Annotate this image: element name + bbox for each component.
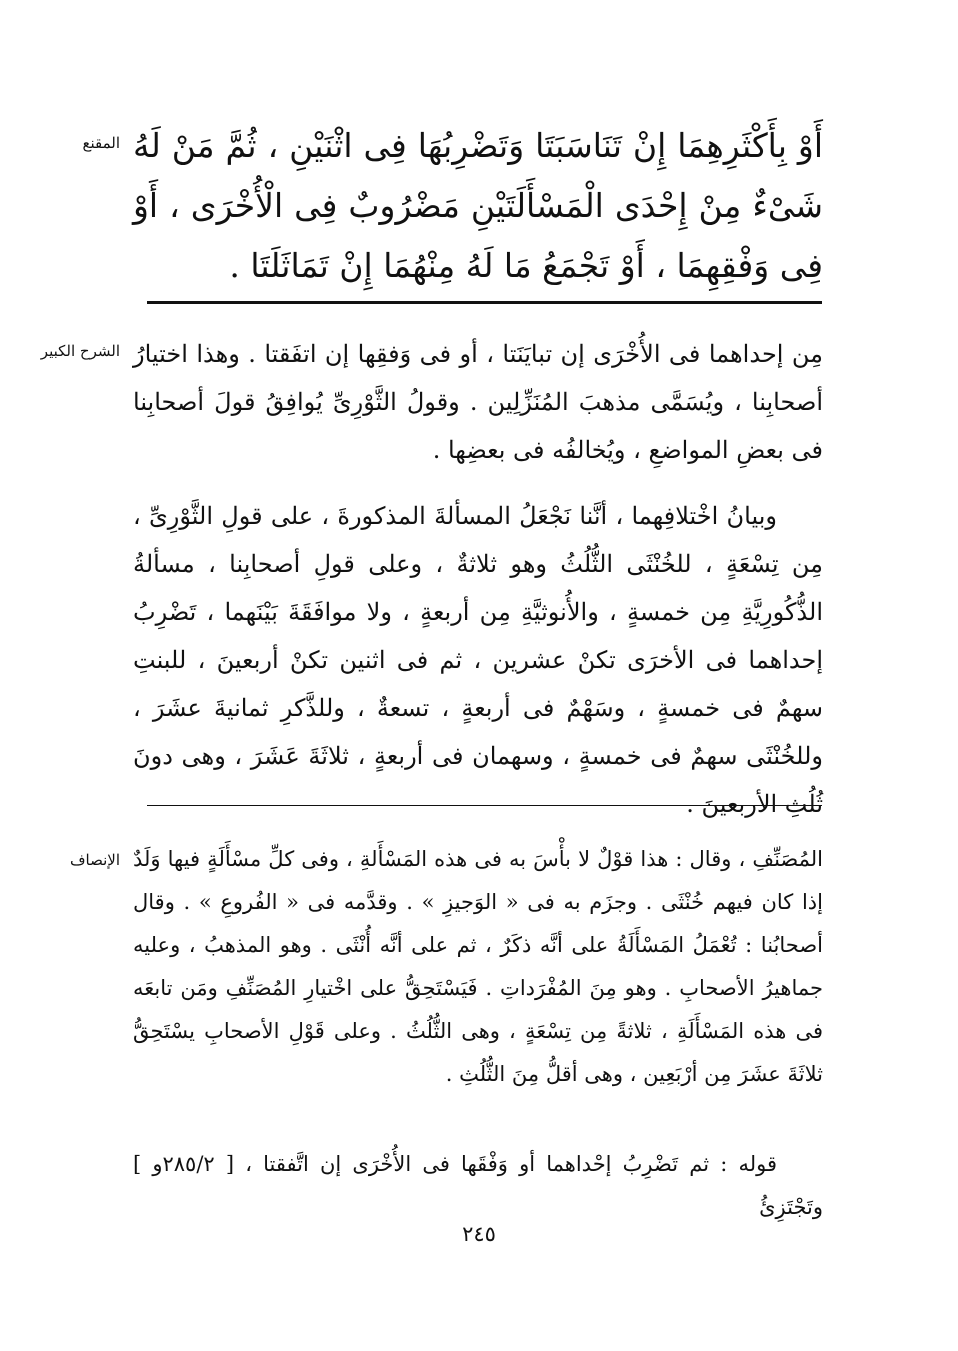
section-divider-thin [147, 805, 822, 806]
sharh-paragraph-2: وبيانُ اخْتلافِهما ، أنَّنا نَجْعَلُ المسألةَ المذكورةَ ، على قولِ الثَّوْرِىِّ ، مِن تِسْعَةٍ ، للخُنْثَى الثُّلُثُ وهو ثلاثةٌ ، وعلى قولِ أصحابِنا ، مسألةُ الذُّكُورِيَّةِ مِن خمسةٍ ، والأُنوثيَّةِ مِن أربعةٍ ، ولا موافَقَةَ بَيْنَهما ، تَضْرِبُ إحداهما فى الأخرَى تكنْ عشرين ، ثم فى اثنين تكنْ أربعينَ ، للبنتِ سهمٌ فى خمسةٍ ، وسَهْمٌ فى أربعةٍ ، تسعةٌ ، وللذَّكرِ ثمانيةَ عشَرَ ، وللخُنْثَى سهمٌ فى خمسةٍ ، وسهمان فى أربعةٍ ، ثلاثَةَ عَشَرَ ، وهى دونَ ثُلُثِ الأربعينَ . [133, 502, 824, 818]
sharh-label: الشرح الكبير [40, 342, 120, 360]
page-number: ٢٤٥ [462, 1222, 496, 1246]
sharh-paragraph-1: مِن إحداهما فى الأُخْرَى إن تبايَنَتا ، أو فى وَفقِها إن اتفَقتا . وهذا اختيارُ أصحابِنا ، ويُسَمَّى مذهبَ المُنَزِّلِين . وقولُ الثَّوْرِىِّ يُوافِقُ قولَ أصحابِنا فى بعضِ المواضعِ ، ويُخالفُه فى بعضِها . [133, 340, 823, 464]
muqni-text: أَوْ بِأَكْثَرِهِمَا إِنْ تَنَاسَبَتَا وَتَضْرِبُهَا فِى اثْنَيْنِ ، ثُمَّ مَنْ لَهُ شَىْءٌ مِنْ إِحْدَى الْمَسْأَلَتَيْنِ مَضْرُوبٌ فِى الْأُخْرَى ، أَوْ فِى وَفْقِهِمَا ، أَوْ تَجْمَعُ مَا لَهُ مِنْهُمَا إِنْ تَمَاثَلَتَا . [133, 126, 823, 285]
insaf-paragraph-1: المُصَنِّفِ ، وقال : هذا قوْلٌ لا بأْسَ به فى هذه المَسْأَلةِ ، وفى كلِّ مسْأَلَةٍ فيها وَلَدٌ إذا كان فيهم خُنْثَى . وجزَم به فى « الوَجيزِ » . وقدَّمه فى « الفُروعِ » . وقال أصحابُنا : تُعْمَلُ المَسْأَلَةُ على أنَّه ذكَرٌ ، ثم على أنَّه أُنْثَى . وهو المذهبُ ، وعليه جماهيرُ الأصحابِ . وهو مِنَ المُفْرَداتِ . فَيَسْتَحِقُّ على اخْتيارِ المُصَنِّفِ ومَن تابعَه فى هذه المَسْأَلَةِ ، ثلاثةً مِن تِسْعَةٍ ، وهى الثُّلُثُ . وعلى قَوْلِ الأصحابِ يسْتَحِقُّ ثلاثَةَ عشَرَ مِن أرْبَعِين ، وهى أقلُّ مِنَ الثُّلُثِ . [133, 847, 823, 1086]
section-divider-thick [147, 301, 822, 304]
insaf-paragraph-2: قوله : ثم تَضْرِبُ إحْداهما أو وَفْقَها فى الأُخْرَى إن اتَّفقتا ، [ ٢٨٥/٢و ] وتَجْتَزِئُ [133, 1152, 823, 1219]
insaf-label: الإنصاف [69, 851, 120, 869]
muqni-label: المقنع [82, 134, 120, 152]
